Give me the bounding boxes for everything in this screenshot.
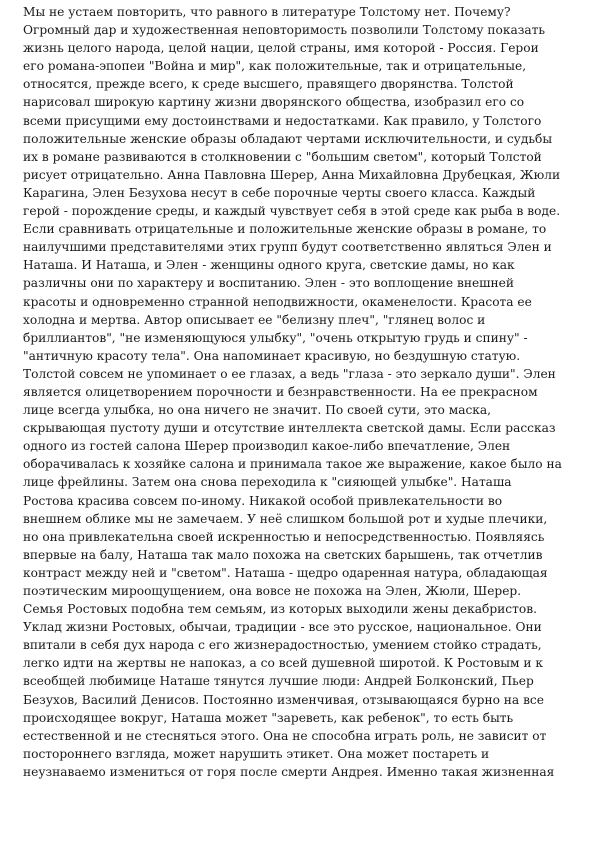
text-line: различны они по характеру и воспитанию. Элен - это воплощение внешней [23,276,514,291]
text-line: Мы не устаем повторить, что равного в литературе Толстому нет. Почему? [23,5,511,19]
text-line: нарисовал широкую картину жизни дворянского общества, изобразил его со [23,95,525,110]
text-line: впервые на балу, Наташа так мало похожа на светских барышень, так отчетлив [23,547,543,562]
text-line: является олицетворением порочности и безнравственности. На ее прекрасном [23,384,538,399]
text-line: Толстой совсем не упоминает о ее глазах, а ведь "глаза - это зеркало души". Элен [23,366,556,381]
text-line: бриллиантов", "не изменяющуюся улыбку", "очень открытую грудь и спину" - [23,330,528,345]
text-line: его романа-эпопеи "Война и мир", как положительные, так и отрицательные, [23,59,527,74]
text-line: жизнь целого народа, целой нации, целой страны, имя которой - Россия. Герои [23,41,539,56]
text-line: контраст между ней и "светом". Наташа - щедро одаренная натура, обладающая [23,565,548,580]
text-line: Семья Ростовых подобна тем семьям, из которых выходили жены декабристов. [23,602,537,617]
text-line: оборачивалась к хозяйке салона и принимала такое же выражение, какое было на [23,457,562,472]
text-line: Карагина, Элен Безухова несут в себе порочные черты своего класса. Каждый [23,185,536,200]
text-line: легко идти на жертвы не напоказ, а со всей душевной широтой. К Ростовым и к [23,656,543,671]
text-line: естественной и не стесняться этого. Она не способна играть роль, не зависит от [23,728,547,743]
text-line: Наташа. И Наташа, и Элен - женщины одного круга, светские дамы, но как [23,258,515,273]
text-line: наилучшими представителями этих групп будут соответственно являться Элен и [23,240,552,255]
text-line: Уклад жизни Ростовых, обычаи, традиции - все это русское, национальное. Они [23,620,542,635]
text-line: Безухов, Василий Денисов. Постоянно изменчивая, отзывающаяся бурно на все [23,692,544,707]
text-line: Ростова красива совсем по-иному. Никакой особой привлекательности во [23,493,503,508]
text-line: всеобщей любимице Наташе тянутся лучшие люди: Андрей Болконский, Пьер [23,674,534,689]
text-line: всеми присущими ему достоинствами и недостатками. Как правило, у Толстого [23,113,542,128]
text-line: положительные женские образы обладают чертами исключительности, и судьбы [23,131,553,146]
text-line: впитали в себя дух народа с его жизнерадостностью, умением стойко страдать, [23,638,542,653]
text-line: красоты и одновременно странной неподвижности, окаменелости. Красота ее [23,294,532,309]
text-line: лице фрейлины. Затем она снова переходила к "сияющей улыбке". Наташа [23,475,512,490]
text-line: одного из гостей салона Шерер производил какое-либо впечатление, Элен [23,439,511,454]
text-line: относятся, прежде всего, к среде высшего, правящего дворянства. Толстой [23,77,514,92]
essay-text [23,3,583,781]
text-line: "античную красоту тела". Она напоминает красивую, но бездушную статую. [23,348,521,363]
text-line: скрывающая пустоту души и отсутствие интеллекта светской дамы. Если рассказ [23,421,556,436]
text-line: Если сравнивать отрицательные и положительные женские образы в романе, то [23,222,547,237]
text-line: внешнем облике мы не замечаем. У неё слишком большой рот и худые плечики, [23,511,548,526]
text-line: холодна и мертва. Автор описывает ее "белизну плеч", "глянец волос и [23,312,486,327]
text-line: постороннего взгляда, может нарушить этикет. Она может постареть и [23,746,490,761]
text-line: Огромный дар и художественная неповторимость позволили Толстому показать [23,23,546,38]
text-line: происходящее вокруг, Наташа может "зареветь, как ребенок", то есть быть [23,710,514,725]
text-line: поэтическим мироощущением, она вовсе не похожа на Элен, Жюли, Шерер. [23,584,522,598]
text-line: рисует отрицательно. Анна Павловна Шерер, Анна Михайловна Друбецкая, Жюли [23,167,561,182]
text-line: их в романе развиваются в столкновении с "большим светом", который Толстой [23,149,542,164]
text-line: но она привлекательна своей искренностью и непосредственностью. Появляясь [23,529,545,544]
text-line: герой - порождение среды, и каждый чувствует себя в этой среде как рыба в воде. [23,204,561,219]
text-line: неузнаваемо измениться от горя после смерти Андрея. Именно такая жизненная [23,764,555,779]
text-line: лице всегда улыбка, но она ничего не значит. По своей сути, это маска, [23,403,492,418]
